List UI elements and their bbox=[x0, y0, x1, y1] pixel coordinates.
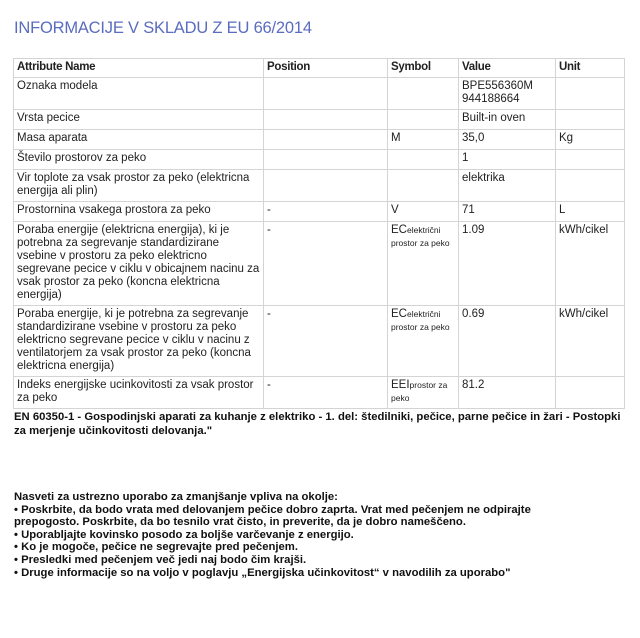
tip-line: • Druge informacije so na voljo v poglavju „Energijska učinkovitost“ v navodilih za uporabo" bbox=[14, 566, 511, 579]
table-row bbox=[14, 306, 625, 377]
value-line: 944188664 bbox=[462, 93, 520, 105]
cell-value: 1 bbox=[459, 150, 556, 170]
symbol-main: V bbox=[391, 204, 399, 216]
table-row bbox=[14, 377, 625, 409]
cell-symbol bbox=[388, 202, 459, 222]
table-row bbox=[14, 202, 625, 222]
cell-position: - bbox=[264, 202, 388, 222]
symbol-subscript: električni prostor za peko bbox=[391, 309, 450, 332]
cell-attribute: Masa aparata bbox=[14, 130, 264, 150]
symbol-main: EEI bbox=[391, 379, 410, 391]
cell-value: elektrika bbox=[459, 170, 556, 202]
cell-symbol bbox=[388, 222, 459, 306]
table-row bbox=[14, 222, 625, 306]
table-row bbox=[14, 150, 625, 170]
symbol-subscript: električni prostor za peko bbox=[391, 225, 450, 248]
cell-symbol bbox=[388, 130, 459, 150]
cell-value: 71 bbox=[459, 202, 556, 222]
symbol-subscript: prostor za peko bbox=[391, 380, 448, 403]
cell-unit: kWh/cikel bbox=[556, 222, 625, 306]
cell-symbol bbox=[388, 306, 459, 377]
value-line: BPE556360M bbox=[462, 80, 533, 92]
symbol-main: M bbox=[391, 132, 401, 144]
cell-unit bbox=[556, 150, 625, 170]
cell-unit: L bbox=[556, 202, 625, 222]
table-header-row bbox=[14, 59, 625, 78]
cell-position bbox=[264, 150, 388, 170]
cell-unit bbox=[556, 377, 625, 409]
tip-line: • Uporabljajte kovinsko posodo za boljše varčevanje z energijo. bbox=[14, 528, 354, 541]
tip-line: • Ko je mogoče, pečice ne segrevajte pred pečenjem. bbox=[14, 541, 298, 554]
cell-symbol bbox=[388, 78, 459, 110]
header-position: Position bbox=[264, 59, 388, 78]
header-unit: Unit bbox=[556, 59, 625, 78]
cell-position: - bbox=[264, 306, 388, 377]
cell-unit: kWh/cikel bbox=[556, 306, 625, 377]
cell-attribute: Oznaka modela bbox=[14, 78, 264, 110]
cell-unit: Kg bbox=[556, 130, 625, 150]
tips-heading: Nasveti za ustrezno uporabo za zmanjšanje vpliva na okolje: bbox=[14, 491, 338, 503]
tip-line: prepogosto. Poskrbite, da bo tesnilo vrat čisto, in preverite, da je dobro nameščeno. bbox=[14, 516, 466, 529]
header-value: Value bbox=[459, 59, 556, 78]
cell-value bbox=[459, 78, 556, 110]
cell-unit bbox=[556, 170, 625, 202]
cell-value: 81.2 bbox=[459, 377, 556, 409]
usage-tips bbox=[14, 491, 634, 579]
cell-value: 1.09 bbox=[459, 222, 556, 306]
cell-position bbox=[264, 170, 388, 202]
cell-value: 0.69 bbox=[459, 306, 556, 377]
cell-position: - bbox=[264, 222, 388, 306]
tip-line: • Poskrbite, da bodo vrata med delovanjem pečice dobro zaprta. Vrat med pečenjem ne odpirajte bbox=[14, 503, 531, 516]
cell-attribute: Prostornina vsakega prostora za peko bbox=[14, 202, 264, 222]
cell-symbol bbox=[388, 150, 459, 170]
standard-note: EN 60350-1 - Gospodinjski aparati za kuhanje z elektriko - 1. del: štedilniki, pečice, parne pečice in žari - Postopki za merjenje učinkovitosti delovanja." bbox=[14, 411, 621, 437]
cell-position: - bbox=[264, 377, 388, 409]
cell-symbol bbox=[388, 377, 459, 409]
symbol-main: EC bbox=[391, 224, 407, 236]
page-title: INFORMACIJE V SKLADU Z EU 66/2014 bbox=[14, 19, 312, 37]
table-row bbox=[14, 78, 625, 110]
cell-position bbox=[264, 78, 388, 110]
table-row bbox=[14, 130, 625, 150]
table-row bbox=[14, 110, 625, 130]
cell-value: Built-in oven bbox=[459, 110, 556, 130]
cell-unit bbox=[556, 110, 625, 130]
cell-symbol bbox=[388, 170, 459, 202]
cell-value: 35,0 bbox=[459, 130, 556, 150]
tip-line: • Presledki med pečenjem več jedi naj bodo čim krajši. bbox=[14, 553, 307, 566]
cell-attribute: Poraba energije (elektricna energija), ki je potrebna za segrevanje standardizirane vsebine v prostoru za peko elektricno segrevane pecice v ciklu v obicajnem nacinu za vsak prostor za peko (koncna elektricna energija) bbox=[14, 222, 264, 306]
cell-attribute: Vrsta pecice bbox=[14, 110, 264, 130]
header-attribute: Attribute Name bbox=[14, 59, 264, 78]
cell-attribute: Število prostorov za peko bbox=[14, 150, 264, 170]
cell-symbol bbox=[388, 110, 459, 130]
cell-attribute: Vir toplote za vsak prostor za peko (elektricna energija ali plin) bbox=[14, 170, 264, 202]
cell-unit bbox=[556, 78, 625, 110]
cell-position bbox=[264, 130, 388, 150]
table-row bbox=[14, 170, 625, 202]
symbol-main: EC bbox=[391, 308, 407, 320]
cell-attribute: Indeks energijske ucinkovitosti za vsak prostor za peko bbox=[14, 377, 264, 409]
header-symbol: Symbol bbox=[388, 59, 459, 78]
cell-position bbox=[264, 110, 388, 130]
energy-info-table bbox=[13, 58, 625, 409]
cell-attribute: Poraba energije, ki je potrebna za segrevanje standardizirane vsebine v prostoru za peko elektricno segrevane pecice v ciklu v nacinu z ventilatorjem za vsak prostor za peko (koncna elektricna energija) bbox=[14, 306, 264, 377]
